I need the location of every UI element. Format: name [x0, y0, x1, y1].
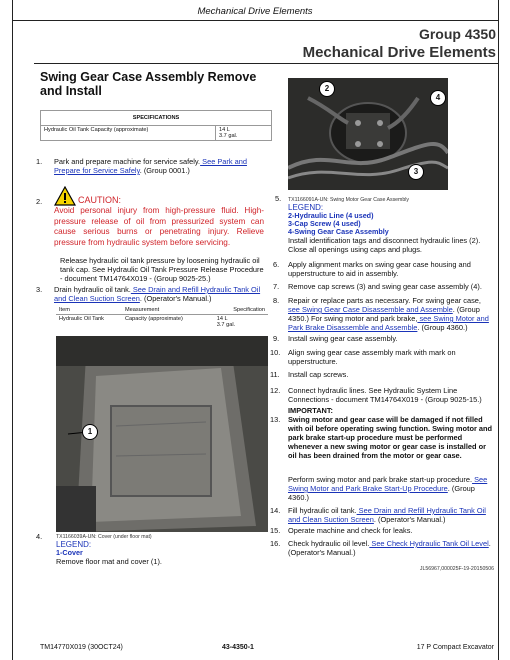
important-text: Swing motor and gear case will be damaged if not filled with oil before operating swing function. Swing motor and park brake start-up procedure must be performed whenever a new swing motor or gear case is installed or oil has been drained from the motor or gear case.	[288, 415, 493, 460]
table-cell-item: Hydraulic Oil Tank	[56, 315, 122, 330]
step-6-number: 6.	[273, 260, 280, 269]
header-rule	[12, 20, 498, 21]
document-id: JL56967,000025F-19-20150506	[419, 566, 494, 572]
table-cell-specification: 14 L 3.7 gal.	[214, 315, 268, 330]
callout-3: 3	[408, 164, 424, 180]
step-13-number: 13.	[270, 415, 281, 424]
capacity-table	[56, 306, 268, 329]
group-title: Mechanical Drive Elements	[302, 44, 496, 61]
gear-case-photo	[288, 78, 448, 190]
step-9-text: Install swing gear case assembly.	[288, 334, 398, 343]
caution-text: Avoid personal injury from high-pressure fluid. High-pressure release of oil from pressurized system can cause serious burns or penetrating injury. Relieve pressure from hydraulic system before servicing.	[54, 206, 264, 247]
step-9-number: 9.	[273, 334, 280, 343]
start-up-procedure-link[interactable]: See Swing Motor and Park Brake Start-Up Procedure	[288, 475, 488, 493]
step-5-number: 5.	[275, 194, 282, 203]
step-4-legend-item: 1-Cover	[56, 548, 83, 557]
step-5-legend-item-3: 3-Cap Screw (4 used)	[288, 219, 361, 228]
step-5-caption: TX1166091A-UN: Swing Motor Gear Case Assembly	[288, 197, 409, 203]
step-10-text: Align swing gear case assembly mark with mark on upperstructure.	[288, 348, 456, 366]
step-1-number: 1.	[36, 157, 43, 166]
footer-page-number: 43-4350-1	[222, 644, 254, 651]
step-4-number: 4.	[36, 532, 43, 541]
step-8-number: 8.	[273, 296, 280, 305]
park-and-prepare-link[interactable]: See Park and Prepare for Service Safely	[54, 157, 247, 175]
step-5-legend-item-4: 4-Swing Gear Case Assembly	[288, 227, 389, 236]
step-5-legend-item-2: 2-Hydraulic Line (4 used)	[288, 211, 374, 220]
step-4-caption: TX1166039A-UN: Cover (under floor mat)	[56, 534, 152, 540]
running-title: Mechanical Drive Elements	[197, 6, 313, 17]
pressure-release-text: Release hydraulic oil tank pressure by loosening hydraulic oil tank cap. See Hydraulic Oil Tank Pressure Release Procedure - document TM14764X019 - (Group 9025-25.)	[60, 256, 264, 283]
step-16-number: 16.	[270, 539, 281, 548]
step-12-number: 12.	[270, 386, 281, 395]
swing-motor-park-brake-link[interactable]: see Swing Motor and Park Brake Disassemble and Assemble	[288, 314, 489, 332]
check-oil-level-link[interactable]: See Check Hydraulic Tank Oil Level	[369, 539, 489, 548]
left-margin-rule	[12, 0, 13, 660]
warning-triangle-icon	[54, 186, 76, 206]
step-4-legend-heading: LEGEND:	[56, 540, 92, 549]
step-14-number: 14.	[270, 506, 281, 515]
step-5-legend-heading: LEGEND:	[288, 203, 324, 212]
section-rule	[34, 63, 498, 64]
step-12-text: Connect hydraulic lines. See Hydraulic System Line Connections - document TM14764X019 - (Group 9025-15.)	[288, 386, 482, 404]
step-6-text: Apply alignment marks on swing gear case housing and upperstructure to aid in assembly.	[288, 260, 471, 278]
spec-heading: SPECIFICATIONS	[41, 111, 272, 126]
step-15-text: Operate machine and check for leaks.	[288, 526, 413, 535]
group-number: Group 4350	[418, 26, 496, 42]
gear-case-illustration	[288, 78, 448, 190]
spec-row-value: 14 L 3.7 gal.	[216, 126, 272, 141]
step-4-text: Remove floor mat and cover (1).	[56, 557, 162, 566]
footer-model: 17 P Compact Excavator	[416, 644, 494, 651]
step-15-number: 15.	[270, 526, 281, 535]
spec-row-label: Hydraulic Oil Tank Capacity (approximate)	[41, 126, 216, 141]
floor-cover-photo	[56, 336, 268, 532]
fill-tank-link[interactable]: See Drain and Refill Hydraulic Tank Oil and Clean Suction Screen	[288, 506, 486, 524]
step-8-text: Repair or replace parts as necessary. For swing gear case, see Swing Gear Case Disassemble and Assemble. (Group 4350.) For swing motor and park brake, see Swing Motor and Park Brake Disassemble and Assemble. (Group 4360.)	[288, 296, 489, 332]
step-11-number: 11.	[270, 370, 280, 379]
callout-4: 4	[430, 90, 446, 106]
specifications-table	[40, 110, 272, 141]
callout-1: 1	[82, 424, 98, 440]
callout-2: 2	[319, 81, 335, 97]
right-margin-rule	[498, 0, 499, 660]
step-10-number: 10.	[270, 348, 281, 357]
drain-refill-link[interactable]: See Drain and Refill Hydraulic Tank Oil and Clean Suction Screen	[54, 285, 261, 303]
step-16-text: Check hydraulic oil level. See Check Hydraulic Tank Oil Level. (Operator's Manual.)	[288, 539, 491, 557]
caution-label: CAUTION:	[78, 195, 122, 205]
step-7-number: 7.	[273, 282, 280, 291]
step-5-text: Install identification tags and disconnect hydraulic lines (2). Close all openings using caps and plugs.	[288, 236, 481, 254]
section-title: Swing Gear Case Assembly Remove and Install	[40, 70, 257, 98]
step-2-number: 2.	[36, 197, 43, 206]
step-3-number: 3.	[36, 285, 43, 294]
footer-manual-id: TM14770X019 (30OCT24)	[40, 644, 123, 651]
step-14-text: Fill hydraulic oil tank. See Drain and Refill Hydraulic Tank Oil and Clean Suction Screen. (Operator's Manual.)	[288, 506, 486, 524]
table-header-item: Item	[56, 306, 122, 315]
step-13-text: Perform swing motor and park brake start-up procedure. See Swing Motor and Park Brake Start-Up Procedure. (Group 4360.)	[288, 475, 488, 502]
step-7-text: Remove cap screws (3) and swing gear case assembly (4).	[288, 282, 482, 291]
table-header-specification: Specification	[214, 306, 268, 315]
step-1-text: Park and prepare machine for service safely. See Park and Prepare for Service Safely. (Group 0001.)	[54, 157, 247, 175]
important-label: IMPORTANT:	[288, 406, 334, 415]
step-3-text: Drain hydraulic oil tank. See Drain and Refill Hydraulic Tank Oil and Clean Suction Screen. (Operator's Manual.)	[54, 285, 261, 303]
swing-gear-case-link[interactable]: see Swing Gear Case Disassemble and Assemble	[288, 305, 453, 314]
step-11-text: Install cap screws.	[288, 370, 349, 379]
table-cell-measurement: Capacity (approximate)	[122, 315, 214, 330]
table-header-measurement: Measurement	[122, 306, 214, 315]
